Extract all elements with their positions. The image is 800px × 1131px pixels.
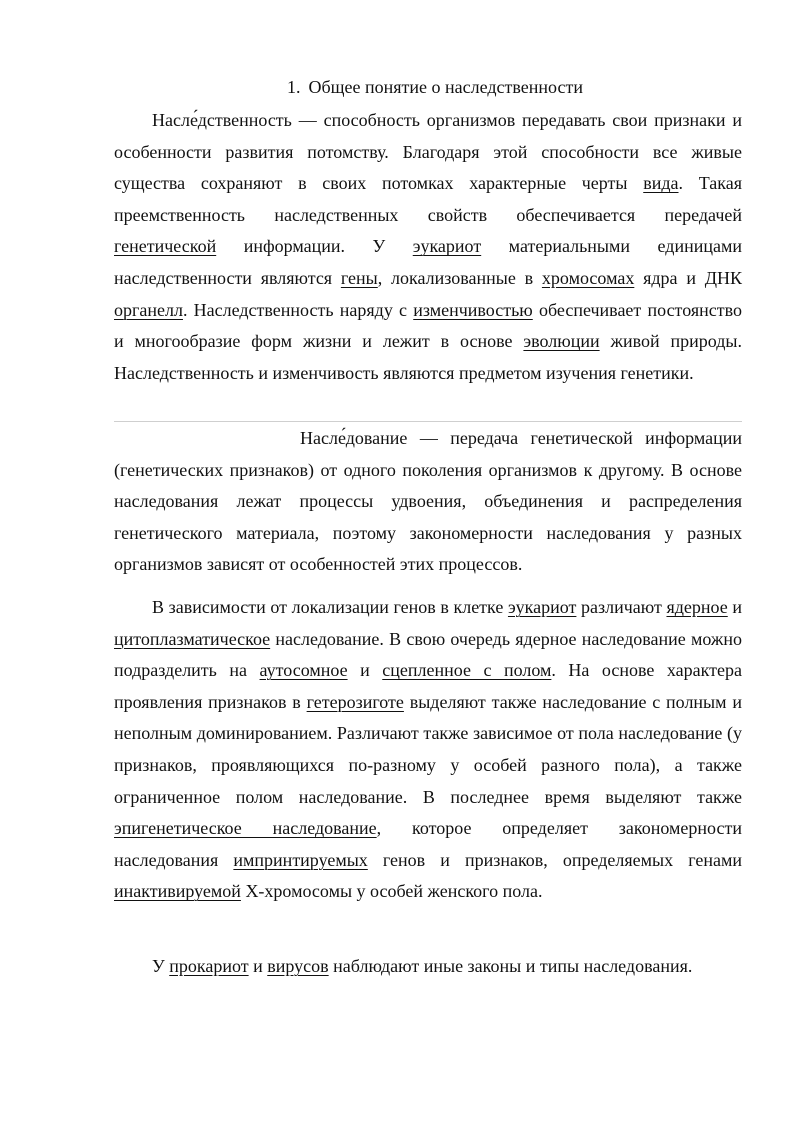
link-geterozigote[interactable]: гетерозиготе [306, 691, 404, 712]
paragraph-inheritance [114, 423, 742, 581]
link-eukariot-2[interactable]: эукариот [507, 597, 577, 617]
p3-text-1: В зависимости от локализации генов в клетке [152, 597, 508, 617]
link-hromosomah[interactable]: хромосомах [541, 267, 635, 288]
link-yadernoe[interactable]: ядерное [666, 597, 728, 617]
p1-text-2: . Такая преемственность наследственных свойств обеспечивается передачей [114, 173, 742, 225]
p3-text-9: генов и признаков, определяемых генами [367, 849, 742, 870]
link-stseplennoe-s-polom[interactable]: сцепленное с полом [382, 660, 552, 681]
link-tsitoplazmaticheskoe[interactable]: цитоплазматическое [114, 628, 271, 649]
p1-text-8: обеспечивает постоянство и многообразие форм жизни и лежит в основе [114, 299, 742, 352]
link-evolyutsii[interactable]: эволюции [523, 331, 600, 352]
heading-number: 1. [287, 77, 301, 97]
p1-text-3: информации. У [216, 236, 413, 257]
link-virusov[interactable]: вирусов [267, 956, 329, 976]
p4-text-3: наблюдают иные законы и типы наследования. [328, 956, 693, 976]
section-heading [287, 76, 583, 98]
p3-text-7: выделяют также наследование с полным и неполным доминированием. Различают также зависимое от пола наследование (у признаков, проявляющихся по-разному у особей разного пола), а также ограниченное полом наследование. В последнее время выделяют также [114, 691, 742, 807]
p3-text-4: наследование. В свою очередь ядерное наследование можно подразделить на [114, 628, 742, 681]
link-autosomnoe[interactable]: аутосомное [259, 660, 348, 681]
link-epigeneticheskoe[interactable]: эпигенетическое наследование [114, 818, 377, 839]
page-divider [114, 421, 742, 422]
p4-text-1: У [152, 956, 170, 976]
link-geneticheskoy[interactable]: генетической [114, 236, 217, 257]
p3-text-6: . На основе характера проявления признаков в [114, 660, 742, 712]
p1-text-1: Насле́дственность — способность организмов передавать свои признаки и особенности развития потомству. Благодаря этой способности все живые существа сохраняют в своих потомках характерные черты [114, 110, 742, 194]
p3-text-2: различают [576, 597, 667, 617]
link-imprintiruemyh[interactable]: импринтируемых [233, 849, 368, 870]
paragraph-prokaryotes [114, 951, 742, 983]
paragraph-heredity [114, 105, 742, 389]
p3-text-5: и [347, 660, 383, 681]
link-inaktiviruemoy[interactable]: инактивируемой [114, 881, 241, 902]
p3-text-3: и [727, 597, 742, 617]
link-vida[interactable]: вида [643, 173, 679, 194]
p3-text-8: , которое определяет закономерности наследования [114, 818, 742, 870]
link-geny[interactable]: гены [340, 267, 378, 288]
link-izmenchivostyu[interactable]: изменчивостью [413, 299, 533, 320]
p1-text-9: живой природы. Наследственность и изменчивость являются предметом изучения генетики. [114, 331, 742, 383]
link-eukariot[interactable]: эукариот [412, 236, 482, 257]
p1-text-6: ядра и ДНК [634, 267, 743, 288]
p1-text-5: , локализованные в [377, 267, 542, 288]
heading-text: Общее понятие о наследственности [308, 77, 583, 97]
p1-text-7: . Наследственность наряду с [182, 299, 414, 320]
p2-text: Насле́дование — передача генетической информации (генетических признаков) от одного поколения организмов к другому. В основе наследования лежат процессы удвоения, объединения и распределения генетического материала, поэтому закономерности наследования у разных организмов зависят от особенностей этих процессов. [114, 428, 742, 575]
p4-text-2: и [248, 956, 268, 976]
p3-text-10: X-хромосомы у особей женского пола. [240, 881, 543, 902]
p1-text-4: материальными единицами наследственности являются [114, 236, 742, 288]
link-prokariot[interactable]: прокариот [169, 956, 249, 976]
link-organell[interactable]: органелл [114, 299, 183, 320]
paragraph-inheritance-types [114, 592, 742, 908]
